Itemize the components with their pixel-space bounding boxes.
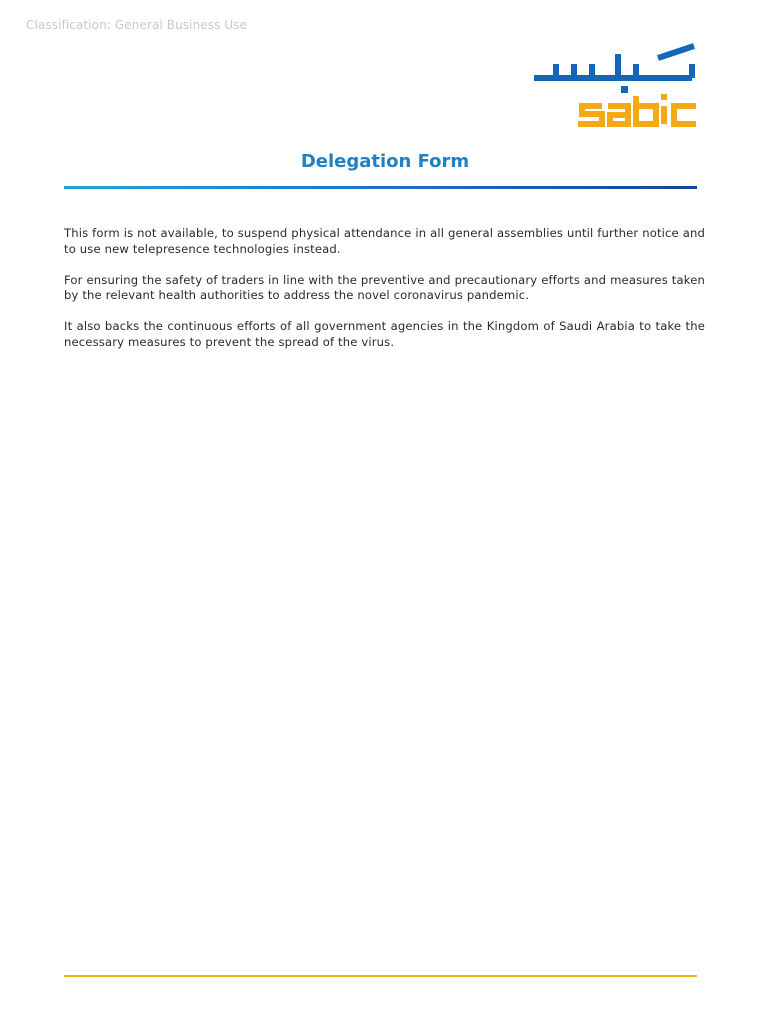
paragraph-government-efforts: It also backs the continuous efforts of all government agencies in the Kingdom of Saudi Arabia to take the necessary measures to prevent the spread of the virus. [64, 319, 705, 349]
footer-divider [64, 975, 697, 977]
document-title: Delegation Form [300, 151, 470, 172]
document-body [64, 226, 705, 366]
paragraph-safety-measures: For ensuring the safety of traders in line with the preventive and precautionary efforts and measures taken by the relevant health authorities to address the novel coronavirus pandemic. [64, 272, 705, 303]
classification-label: Classification: General Business Use [26, 18, 248, 32]
sabic-arabic-logotype [534, 46, 694, 93]
sabic-latin-logotype [578, 94, 696, 124]
title-divider [64, 186, 697, 189]
sabic-logo [526, 40, 706, 132]
paragraph-attendance-suspension: This form is not available, to suspend physical attendance in all general assemblies until further notice and to use new telepresence technologies instead. [64, 226, 705, 256]
